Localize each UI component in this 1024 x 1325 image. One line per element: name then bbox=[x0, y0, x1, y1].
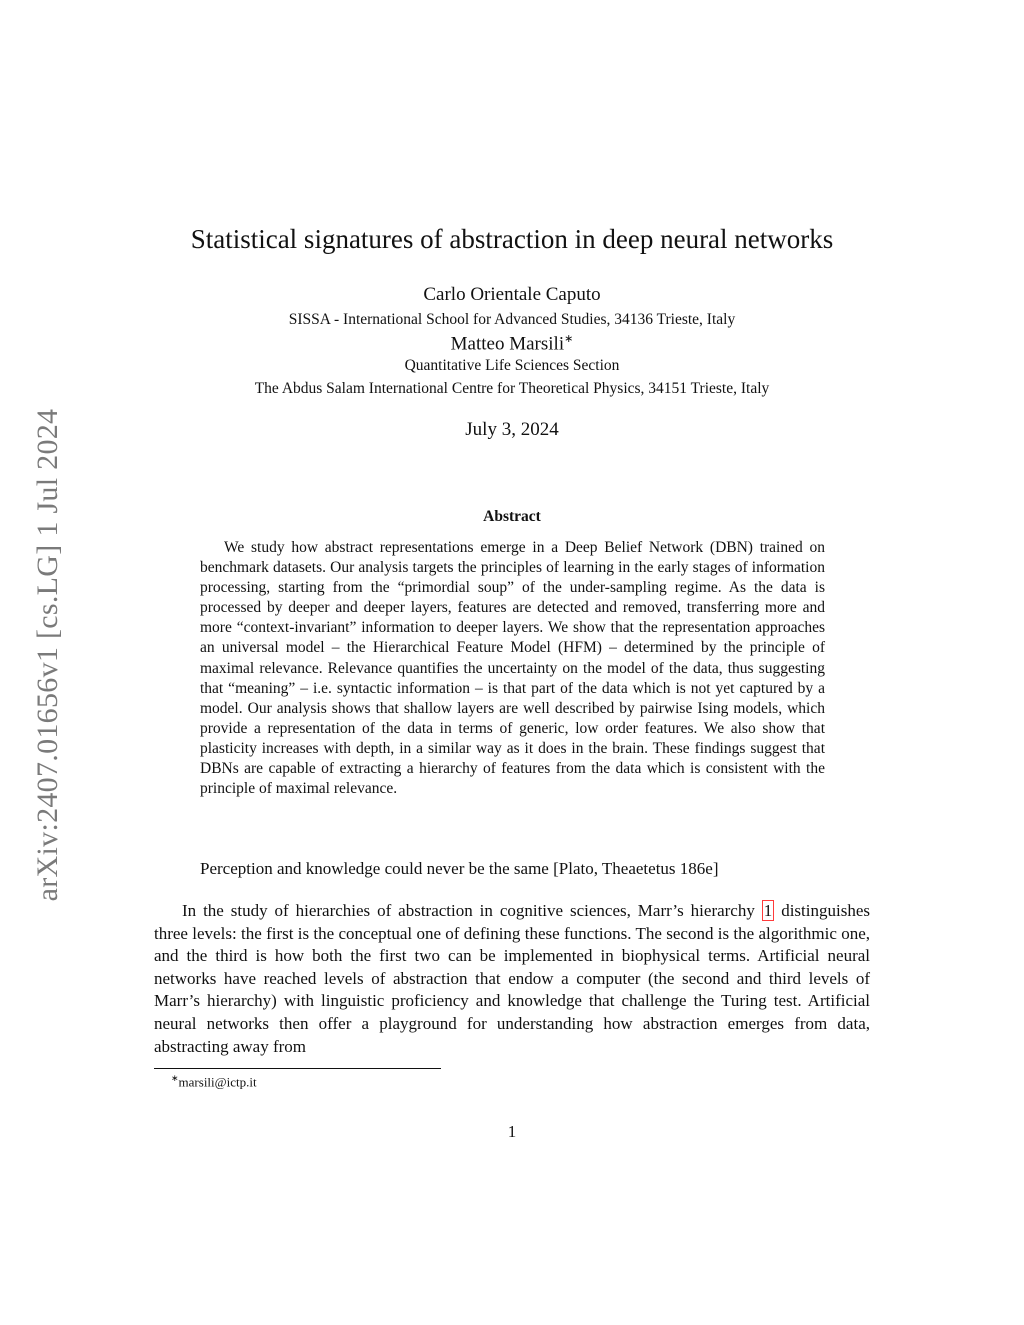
arxiv-sidebar-stamp bbox=[28, 380, 68, 930]
affiliation-2-section: Quantitative Life Sciences Section bbox=[404, 357, 620, 374]
affiliation-2-institution: The Abdus Salam International Centre for Theoretical Physics, 34151 Trieste, Italy bbox=[254, 380, 770, 397]
footnote-mark: ∗ bbox=[171, 1073, 179, 1083]
author-2-footnote-mark: ∗ bbox=[564, 333, 574, 345]
abstract-heading: Abstract bbox=[483, 508, 541, 525]
affiliation-1: SISSA - International School for Advanced Studies, 34136 Trieste, Italy bbox=[288, 311, 736, 328]
paper-date: July 3, 2024 bbox=[465, 419, 559, 440]
author-2-name: Matteo Marsili bbox=[450, 333, 565, 355]
author-1: Carlo Orientale Caputo bbox=[423, 284, 601, 305]
epigraph: Perception and knowledge could never be the same [Plato, Theaetetus 186e] bbox=[200, 859, 719, 878]
paper-title: Statistical signatures of abstraction in deep neural networks bbox=[190, 224, 834, 254]
page-number: 1 bbox=[507, 1122, 517, 1141]
footnote-divider bbox=[154, 1068, 441, 1069]
footnote-email: marsili@ictp.it bbox=[178, 1074, 257, 1090]
footnote bbox=[171, 1073, 257, 1090]
author-2 bbox=[0, 332, 1024, 355]
arxiv-id-label: arXiv:2407.01656v1 [cs.LG] 1 Jul 2024 bbox=[31, 408, 64, 902]
body-text-rest: distinguishes three levels: the first is the conceptual one of defining these functions. The second is the algorithmic one, and the third is how both the first two can be implemented in biophysical terms. Artificial neural networks have reached levels of abstraction that endow a computer (the second and third levels of Marr’s hierarchy) with linguistic proficiency and knowledge that challenge the Turing test. Artificial neural networks then offer a playground for understanding how abstraction emerges from data, abstracting away from bbox=[154, 901, 870, 1056]
abstract-text: We study how abstract representations emerge in a Deep Belief Network (DBN) trained on benchmark datasets. Our analysis targets the principles of learning in the early stages of information processing, starting from the “primordial soup” of the under-sampling regime. As the data is processed by deeper and deeper layers, features are detected and removed, transferring more and more “context-invariant” information to deeper layers. We show that the representation approaches an universal model – the Hierarchical Feature Model (HFM) – determined by the principle of maximal relevance. Relevance quantifies the uncertainty on the model of the data, thus suggesting that “meaning” – i.e. syntactic information – is that part of the data which is not yet captured by a model. Our analysis shows that shallow layers are well described by pairwise Ising models, which provide a representation of the data in terms of generic, low order features. We also show that plasticity increases with depth, in a similar way as it does in the brain. These findings suggest that DBNs are capable of extracting a hierarchy of features from the data which is consistent with the principle of maximal relevance. bbox=[200, 539, 825, 798]
body-paragraph bbox=[154, 900, 870, 1058]
citation-link-1[interactable]: 1 bbox=[763, 901, 773, 920]
body-text-lead: In the study of hierarchies of abstraction in cognitive sciences, Marr’s hierarchy bbox=[182, 901, 762, 920]
